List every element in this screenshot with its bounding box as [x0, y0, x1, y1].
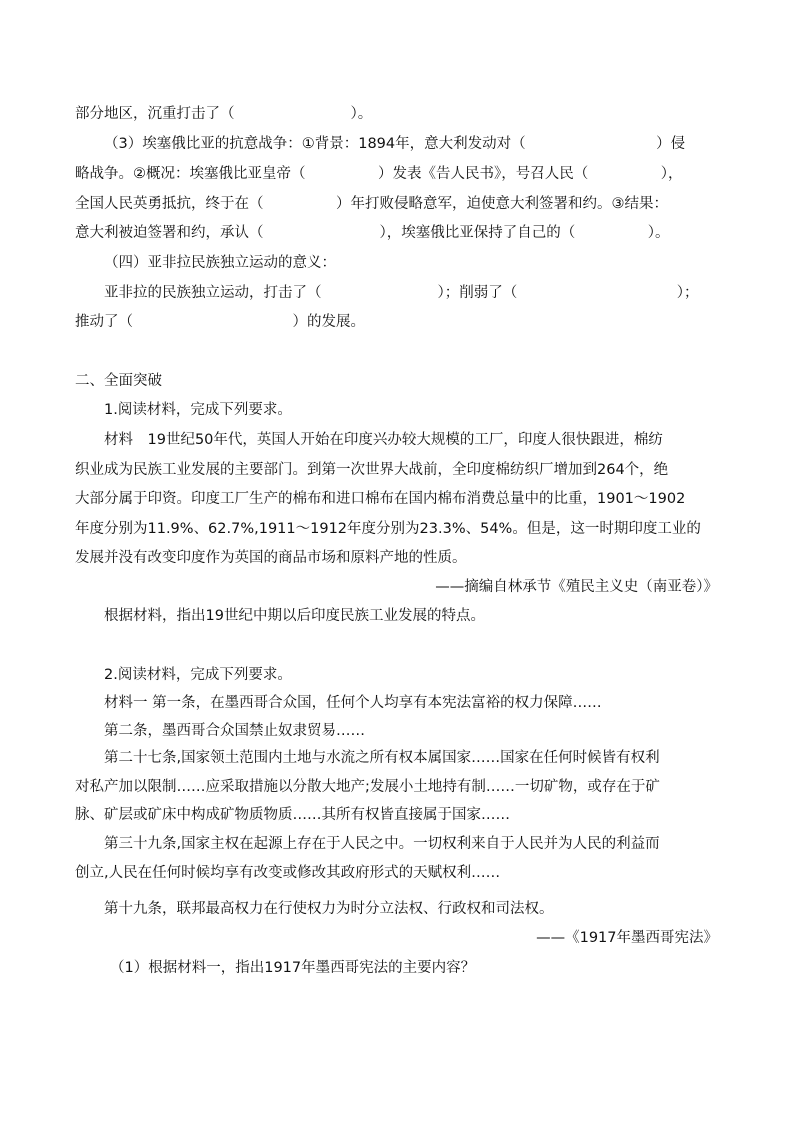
question-prompt: （1）根据材料一，指出1917年墨西哥宪法的主要内容？ — [110, 960, 476, 976]
text-line: 推动了（ ）的发展。 — [75, 314, 365, 330]
question-title: 2.阅读材料，完成下列要求。 — [104, 667, 292, 683]
source-citation: ——摘编自林承节《殖民主义史（南亚卷）》 — [435, 579, 718, 595]
question-3-line: （3）埃塞俄比亚的抗意战争：①背景：1894年，意大利发动对（ ）侵 — [104, 136, 686, 152]
material-line: 对私产加以限制……应采取措施以分散大地产;发展小土地持有制……一切矿物，或存在于矿 — [75, 779, 660, 795]
subsection-heading: （四）亚非拉民族独立运动的意义： — [104, 255, 336, 271]
material-line: 织业成为民族工业发展的主要部门。到第一次世界大战前，全印度棉纺织厂增加到264个，绝 — [75, 462, 669, 478]
material-line: 第十九条，联邦最高权力在行使权力为时分立法权、行政权和司法权。 — [104, 901, 554, 917]
text-line: 亚非拉的民族独立运动，打击了（ ）；削弱了（ ）； — [104, 285, 699, 301]
material-line: 第二条，墨西哥合众国禁止奴隶贸易…… — [104, 723, 365, 739]
material-line: 材料一 第一条，在墨西哥合众国，任何个人均享有本宪法富裕的权力保障…… — [104, 695, 602, 711]
question-title: 1.阅读材料，完成下列要求。 — [104, 402, 292, 418]
section-heading: 二、全面突破 — [75, 373, 162, 389]
text-line: 部分地区，沉重打击了（ ）。 — [75, 106, 373, 122]
material-line: 材料 19世纪50年代，英国人开始在印度兴办较大规模的工厂，印度人很快跟进，棉纺 — [104, 432, 663, 448]
material-line: 第二十七条,国家领土范围内土地与水流之所有权本属国家……国家在任何时候皆有权利 — [104, 750, 660, 766]
question-prompt: 根据材料，指出19世纪中期以后印度民族工业发展的特点。 — [104, 608, 485, 624]
material-line: 创立,人民在任何时候均享有改变或修改其政府形式的天赋权利…… — [75, 865, 501, 881]
material-line: 第三十九条,国家主权在起源上存在于人民之中。一切权利来自于人民并为人民的利益而 — [104, 836, 660, 852]
source-citation: ——《1917年墨西哥宪法》 — [536, 930, 718, 946]
text-line: 全国人民英勇抵抗，终于在（ ）年打败侵略意军，迫使意大利签署和约。③结果： — [75, 196, 668, 212]
material-line: 脉、矿层或矿床中构成矿物质物质……其所有权皆直接属于国家…… — [75, 807, 510, 823]
text-line: 略战争。②概况：埃塞俄比亚皇帝（ ）发表《告人民书》，号召人民（ ）， — [75, 166, 683, 182]
material-line: 年度分别为11.9%、62.7%,1911～1912年度分别为23.3%、54%。但是，这一时期印度工业的 — [75, 521, 701, 537]
material-line: 发展并没有改变印度作为英国的商品市场和原料产地的性质。 — [75, 550, 467, 566]
text-line: 意大利被迫签署和约，承认（ ），埃塞俄比亚保持了自己的（ ）。 — [75, 225, 670, 241]
material-line: 大部分属于印资。印度工厂生产的棉布和进口棉布在国内棉布消费总量中的比重，1901～1902 — [75, 491, 686, 507]
